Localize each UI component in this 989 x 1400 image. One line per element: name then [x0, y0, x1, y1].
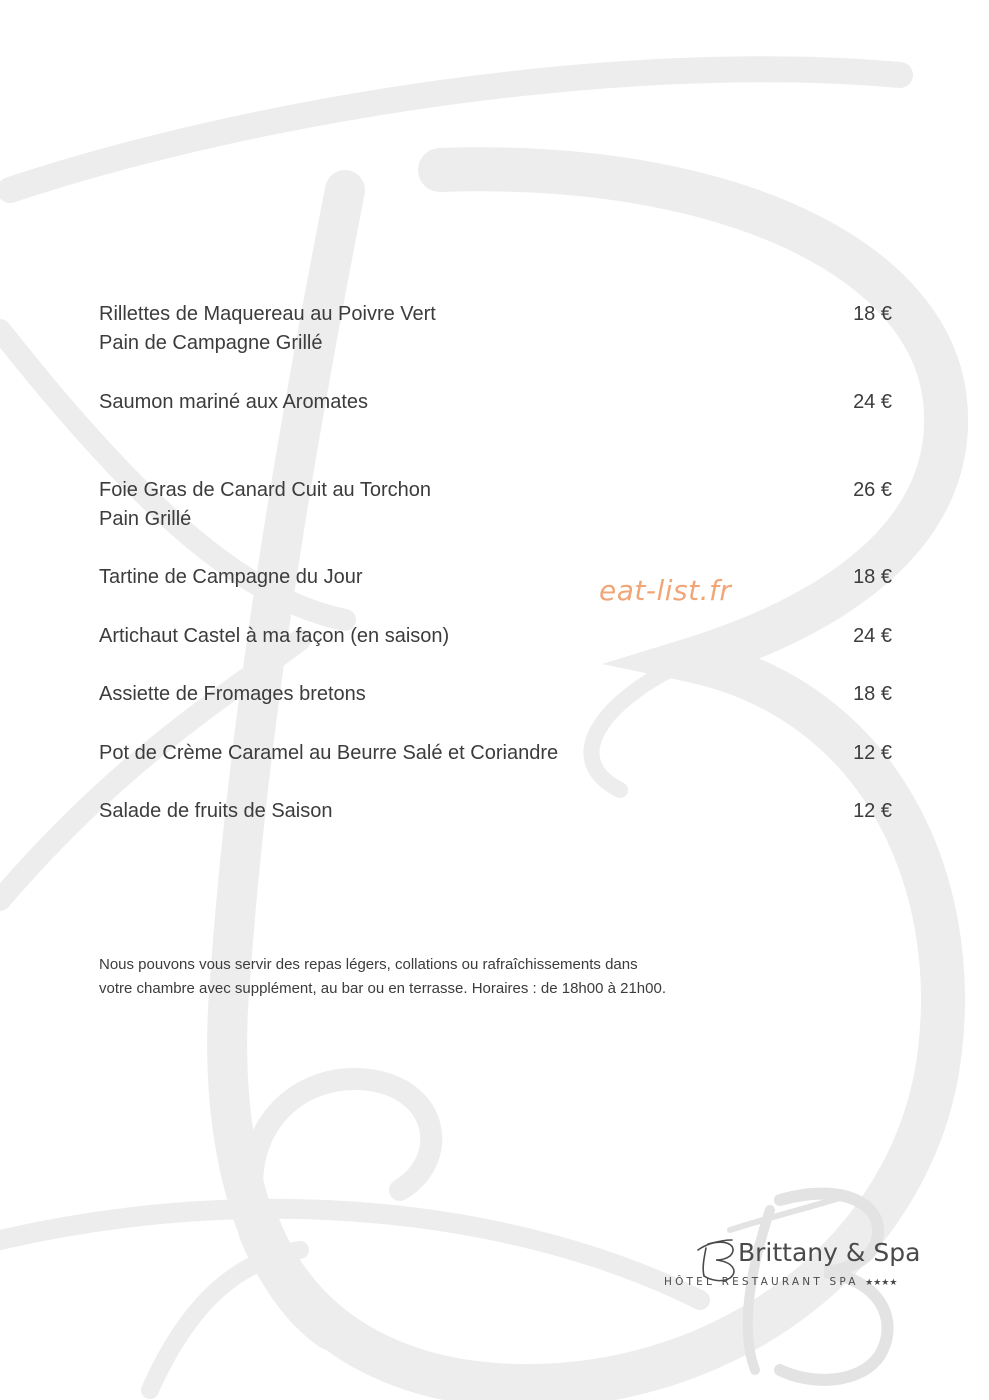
menu-item	[99, 476, 892, 534]
dish-name: Tartine de Campagne du Jour	[99, 566, 363, 588]
dish-price: 18 €	[853, 683, 892, 705]
dish-price: 18 €	[853, 566, 892, 588]
dish-subtitle: Pain Grillé	[99, 508, 192, 530]
note-line-2: votre chambre avec supplément, au bar ou en terrasse. Horaires : de 18h00 à 21h00.	[99, 980, 667, 997]
dish-name: Salade de fruits de Saison	[99, 800, 333, 822]
star-rating-icon: ★★★★	[865, 1278, 898, 1288]
dish-name: Pot de Crème Caramel au Beurre Salé et Coriandre	[99, 742, 559, 764]
logo-subtitle	[664, 1276, 897, 1288]
hotel-logo	[660, 1170, 960, 1390]
menu-item	[99, 680, 892, 709]
logo-name: Brittany & Spa	[738, 1238, 921, 1267]
dish-name: Rillettes de Maquereau au Poivre Vert	[99, 303, 436, 325]
menu-item	[99, 739, 892, 768]
menu-item	[99, 622, 892, 651]
menu-item	[99, 388, 892, 417]
menu-item	[99, 300, 892, 358]
dish-price: 18 €	[853, 303, 892, 325]
dish-price: 12 €	[853, 800, 892, 822]
dish-subtitle: Pain de Campagne Grillé	[99, 332, 323, 354]
menu-item	[99, 797, 892, 826]
dish-price: 12 €	[853, 742, 892, 764]
watermark-text: eat-list.fr	[599, 574, 732, 607]
dish-name: Foie Gras de Canard Cuit au Torchon	[99, 479, 432, 501]
menu-item	[99, 563, 892, 592]
dish-name: Artichaut Castel à ma façon (en saison)	[99, 625, 450, 647]
dish-name: Saumon mariné aux Aromates	[99, 391, 369, 413]
dish-price: 26 €	[853, 479, 892, 501]
dish-price: 24 €	[853, 391, 892, 413]
logo-subtitle-text: HÔTEL RESTAURANT SPA	[664, 1276, 859, 1288]
dish-name: Assiette de Fromages bretons	[99, 683, 366, 705]
dish-price: 24 €	[853, 625, 892, 647]
service-hours-note	[99, 953, 819, 1001]
note-line-1: Nous pouvons vous servir des repas légers, collations ou rafraîchissements dans	[99, 956, 638, 973]
